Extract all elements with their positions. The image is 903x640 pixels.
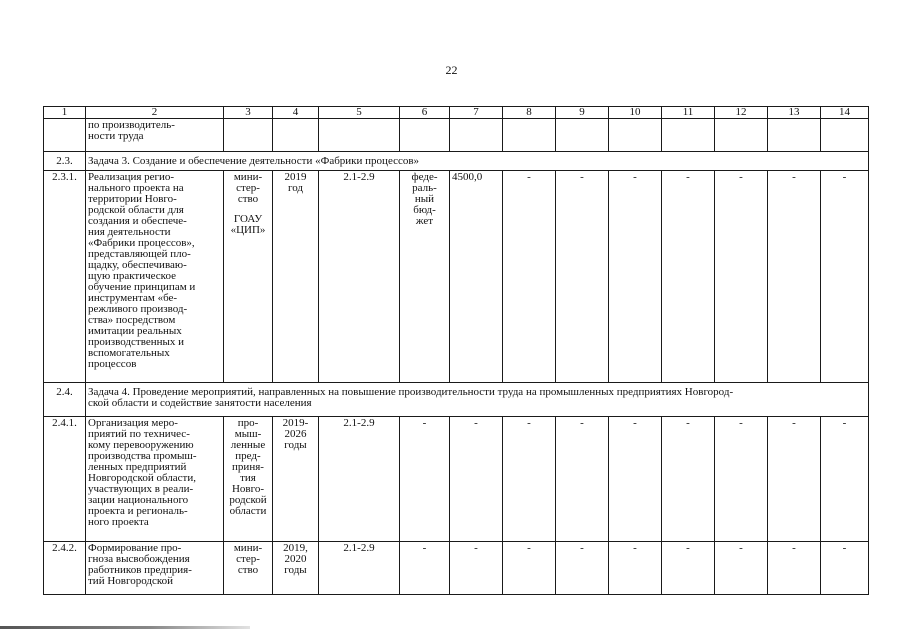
task-title: Задача 3. Создание и обеспечение деятельности «Фабрики процессов» xyxy=(86,152,869,171)
period-cell: 2019- 2026 годы xyxy=(273,417,319,542)
measure-description: Организация меро- приятий по техничес- кому перевооружению производства промыш- ленных предприятий Новгородской области, участвующих в реали- зации национального проекта и региональ- ного проекта xyxy=(86,417,224,542)
column-header: 8 xyxy=(503,107,556,119)
table-row-2-4-1 xyxy=(44,417,869,542)
funding-value: - xyxy=(768,417,821,542)
row-number xyxy=(44,119,86,152)
funding-value: - xyxy=(503,542,556,595)
table-row-task-4 xyxy=(44,383,869,417)
funding-value: - xyxy=(400,417,450,542)
funding-value: - xyxy=(662,417,715,542)
funding-value: - xyxy=(821,542,869,595)
column-header: 1 xyxy=(44,107,86,119)
executor-cell: про- мыш- ленные пред- приня- тия Новго- родской области xyxy=(224,417,273,542)
funding-value: - xyxy=(715,542,768,595)
column-header: 11 xyxy=(662,107,715,119)
row-number: 2.4.1. xyxy=(44,417,86,542)
funding-value: - xyxy=(503,171,556,383)
column-header: 14 xyxy=(821,107,869,119)
column-header: 2 xyxy=(86,107,224,119)
funding-value: - xyxy=(715,171,768,383)
funding-value: - xyxy=(821,417,869,542)
target-indicators: 2.1-2.9 xyxy=(319,542,400,595)
funding-total: 4500,0 xyxy=(450,171,503,383)
row-number: 2.4. xyxy=(44,383,86,417)
measure-description: по производитель- ности труда xyxy=(86,119,224,152)
column-header: 9 xyxy=(556,107,609,119)
table-row-2-4-2 xyxy=(44,542,869,595)
column-header: 13 xyxy=(768,107,821,119)
period-cell: 2019, 2020 годы xyxy=(273,542,319,595)
funding-value: - xyxy=(662,171,715,383)
funding-value: - xyxy=(556,171,609,383)
period-cell: 2019 год xyxy=(273,171,319,383)
row-number: 2.3.1. xyxy=(44,171,86,383)
measure-description: Формирование про- гноза высвобождения работников предприя- тий Новгородской xyxy=(86,542,224,595)
table-row-continuation xyxy=(44,119,869,152)
funding-value: - xyxy=(450,417,503,542)
page-number: 22 xyxy=(445,63,458,77)
funding-value: - xyxy=(609,417,662,542)
funding-value: - xyxy=(556,542,609,595)
target-indicators: 2.1-2.9 xyxy=(319,417,400,542)
column-header: 4 xyxy=(273,107,319,119)
scan-edge-line xyxy=(0,626,250,629)
funding-value: - xyxy=(450,542,503,595)
column-header: 10 xyxy=(609,107,662,119)
funding-value: - xyxy=(768,542,821,595)
column-header: 7 xyxy=(450,107,503,119)
funding-value: - xyxy=(609,542,662,595)
funding-value: - xyxy=(556,417,609,542)
column-number-row xyxy=(44,107,869,119)
column-header: 3 xyxy=(224,107,273,119)
column-header: 5 xyxy=(319,107,400,119)
funding-value: - xyxy=(400,542,450,595)
executor-cell: мини- стер- ство xyxy=(224,542,273,595)
executor-cell: мини- стер- ство ГОАУ «ЦИП» xyxy=(224,171,273,383)
target-indicators: 2.1-2.9 xyxy=(319,171,400,383)
table-row-2-3-1 xyxy=(44,171,869,383)
funding-value: - xyxy=(821,171,869,383)
row-number: 2.3. xyxy=(44,152,86,171)
task-title: Задача 4. Проведение мероприятий, направленных на повышение производительности труда на промышленных предприятиях Новгород- ской области и содействие занятости населения xyxy=(86,383,869,417)
column-header: 12 xyxy=(715,107,768,119)
funding-value: - xyxy=(768,171,821,383)
row-number: 2.4.2. xyxy=(44,542,86,595)
funding-source: феде- раль- ный бюд- жет xyxy=(400,171,450,383)
funding-value: - xyxy=(715,417,768,542)
funding-value: - xyxy=(662,542,715,595)
measure-description: Реализация регио- нального проекта на территории Новго- родской области для создания и обеспече- ния деятельности «Фабрики процессов», представляющей пло- щадку, обеспечиваю- щую практическое обучение принципам и инструментам «бе- режливого производ- ства» посредством имитации реальных производственных и вспомогательных процессов xyxy=(86,171,224,383)
measures-table xyxy=(43,106,869,595)
funding-value: - xyxy=(503,417,556,542)
column-header: 6 xyxy=(400,107,450,119)
funding-value: - xyxy=(609,171,662,383)
table-row-task-3 xyxy=(44,152,869,171)
